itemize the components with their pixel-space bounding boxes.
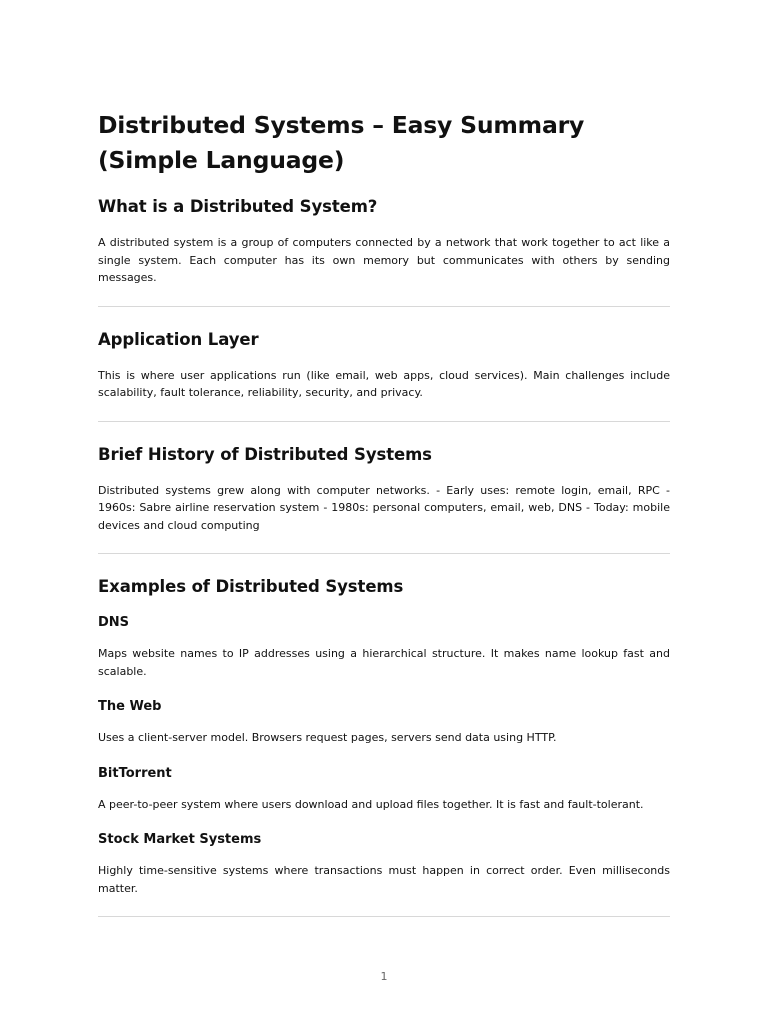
subsection-heading: Stock Market Systems <box>98 832 262 847</box>
section-divider <box>98 306 670 307</box>
subsection-body: Maps website names to IP addresses using a hierarchical structure. It makes name lookup fast and scalable. <box>98 647 670 678</box>
example-stock-market <box>98 831 670 897</box>
subsection-body: A peer-to-peer system where users download and upload files together. It is fast and fault-tolerant. <box>98 797 644 811</box>
subsection-heading: BitTorrent <box>98 765 172 781</box>
example-web <box>98 698 670 747</box>
subsection-heading: DNS <box>98 615 130 630</box>
section-what-is <box>98 196 670 287</box>
document-page <box>98 108 670 939</box>
section-heading: Brief History of Distributed Systems <box>98 444 432 464</box>
document-title: Distributed Systems – Easy Summary (Simple Language) <box>98 111 585 174</box>
section-body: This is where user applications run (like email, web apps, cloud services). Main challenges include scalability, fault tolerance, reliability, security, and privacy. <box>98 368 670 399</box>
subsection-body: Uses a client-server model. Browsers request pages, servers send data using HTTP. <box>98 731 557 744</box>
section-heading: What is a Distributed System? <box>98 197 378 216</box>
section-application-layer <box>98 329 670 402</box>
section-divider <box>98 421 670 422</box>
example-bittorrent <box>98 765 670 814</box>
section-examples <box>98 576 670 897</box>
section-body: Distributed systems grew along with computer networks. - Early uses: remote login, email, RPC - 1960s: Sabre airline reservation system - 1980s: personal computers, email, web, DNS - Today: mobile devices and cloud computing <box>98 483 670 532</box>
section-heading: Examples of Distributed Systems <box>98 577 404 596</box>
subsection-heading: The Web <box>98 699 162 714</box>
section-history <box>98 444 670 535</box>
subsection-body: Highly time-sensitive systems where transactions must happen in correct order. Even milliseconds matter. <box>98 864 670 895</box>
section-heading: Application Layer <box>98 329 259 349</box>
example-dns <box>98 614 670 680</box>
page-number: 1 <box>380 970 388 983</box>
section-divider <box>98 553 670 554</box>
section-body: A distributed system is a group of computers connected by a network that work together to act like a single system. Each computer has its own memory but communicates with others by sending messages. <box>98 236 670 284</box>
section-divider <box>98 916 670 917</box>
